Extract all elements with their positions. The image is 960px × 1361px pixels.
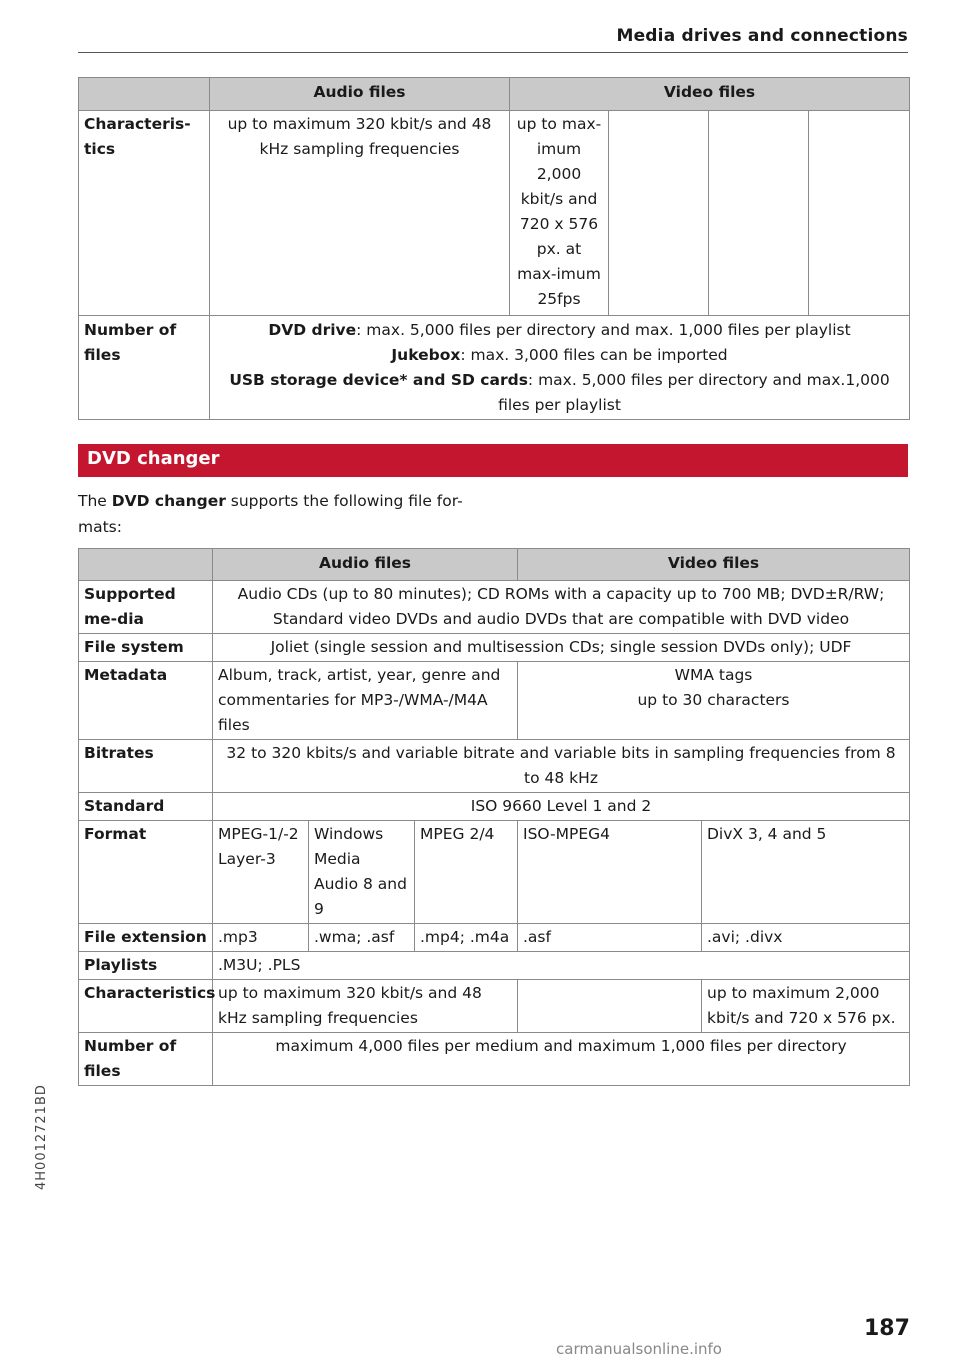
- empty-cell: [709, 111, 809, 316]
- row-label-characteristics: Characteristics: [79, 980, 213, 1033]
- cell-bitrates: 32 to 320 kbits/s and variable bitrate and variable bits in sampling frequencies from 8 to 48 kHz: [213, 740, 910, 793]
- cell-char-video: up to max-imum 2,000 kbit/s and 720 x 576 px. at max-imum 25fps: [510, 111, 609, 316]
- usb-text: : max. 5,000 files per directory and max.1,000 files per playlist: [498, 371, 890, 414]
- row-label-number-of-files: Number of files: [79, 1033, 213, 1086]
- jukebox-line: [215, 343, 904, 368]
- row-label-format: Format: [79, 821, 213, 924]
- cell-ext-divx: .avi; .divx: [702, 924, 910, 952]
- cell-format-divx: DivX 3, 4 and 5: [702, 821, 910, 924]
- intro-paragraph: [78, 488, 488, 540]
- table-row: [79, 662, 910, 740]
- cell-number-of-files: maximum 4,000 files per medium and maximum 1,000 files per directory: [213, 1033, 910, 1086]
- header-video: Video files: [510, 78, 910, 111]
- cell-char-video: up to maximum 2,000 kbit/s and 720 x 576 px.: [702, 980, 910, 1033]
- jukebox-label: Jukebox: [391, 346, 461, 364]
- table-row: [79, 581, 910, 634]
- cell-format-mpeg24: MPEG 2/4: [415, 821, 518, 924]
- table-row: [79, 1033, 910, 1086]
- table-row: [79, 821, 910, 924]
- header-video: Video files: [518, 549, 910, 581]
- header-audio: Audio files: [213, 549, 518, 581]
- row-label-supported-media: Supported me-dia: [79, 581, 213, 634]
- cell-format-mp3: MPEG-1/-2 Layer-3: [213, 821, 309, 924]
- watermark: carmanualsonline.info: [556, 1340, 722, 1358]
- cell-ext-mp4: .mp4; .m4a: [415, 924, 518, 952]
- cell-metadata-audio: Album, track, artist, year, genre and commentaries for MP3-/WMA-/M4A files: [213, 662, 518, 740]
- document-code: 4H0012721BD: [34, 1084, 49, 1190]
- intro-bold: DVD changer: [111, 492, 226, 510]
- cell-standard: ISO 9660 Level 1 and 2: [213, 793, 910, 821]
- cell-char-audio: up to maximum 320 kbit/s and 48 kHz sampling frequencies: [213, 980, 518, 1033]
- file-formats-table: [78, 77, 910, 420]
- header-title: Media drives and connections: [616, 26, 908, 46]
- metadata-video-line-1: WMA tags: [674, 666, 753, 684]
- row-label-characteristics: Characteris-tics: [79, 111, 210, 316]
- jukebox-text: : max. 3,000 files can be imported: [460, 346, 728, 364]
- header-blank-cell: [79, 78, 210, 111]
- cell-number-of-files: [210, 316, 910, 420]
- row-label-number-of-files: Number of files: [79, 316, 210, 420]
- empty-cell: [809, 111, 910, 316]
- header-blank-cell: [79, 549, 213, 581]
- cell-playlists: .M3U; .PLS: [213, 952, 910, 980]
- usb-label: USB storage device* and SD cards: [229, 371, 528, 389]
- cell-format-iso-mpeg4: ISO-MPEG4: [518, 821, 702, 924]
- page-header: [78, 24, 908, 53]
- row-label-playlists: Playlists: [79, 952, 213, 980]
- media-line-1: Audio CDs (up to 80 minutes); CD ROMs with a capacity up to 700 MB; DVD±R/RW;: [237, 585, 885, 603]
- table-row: [79, 980, 910, 1033]
- empty-cell: [609, 111, 709, 316]
- row-label-metadata: Metadata: [79, 662, 213, 740]
- table-row: [79, 316, 910, 420]
- row-label-standard: Standard: [79, 793, 213, 821]
- cell-ext-asf: .asf: [518, 924, 702, 952]
- header-audio: Audio files: [210, 78, 510, 111]
- page-number: 187: [864, 1316, 910, 1341]
- usb-line: [215, 368, 904, 418]
- dvd-drive-line: [215, 318, 904, 343]
- dvd-changer-table: [78, 548, 910, 1086]
- section-banner: [78, 444, 908, 477]
- cell-format-wma: Windows Media Audio 8 and 9: [309, 821, 415, 924]
- section-title: DVD changer: [87, 448, 220, 469]
- dvd-drive-text: : max. 5,000 files per directory and max. 1,000 files per playlist: [356, 321, 851, 339]
- table-row: [79, 924, 910, 952]
- row-label-bitrates: Bitrates: [79, 740, 213, 793]
- table-header-row: [79, 549, 910, 581]
- media-line-2: Standard video DVDs and audio DVDs that are compatible with DVD video: [272, 610, 850, 628]
- cell-metadata-video: [518, 662, 910, 740]
- table-row: [79, 111, 910, 316]
- intro-pre: The: [78, 492, 112, 510]
- empty-cell: [518, 980, 702, 1033]
- dvd-drive-label: DVD drive: [268, 321, 357, 339]
- row-label-file-extension: File extension: [79, 924, 213, 952]
- table-header-row: [79, 78, 910, 111]
- cell-ext-wma: .wma; .asf: [309, 924, 415, 952]
- metadata-video-line-2: up to 30 characters: [637, 691, 790, 709]
- cell-ext-mp3: .mp3: [213, 924, 309, 952]
- table-row: [79, 952, 910, 980]
- cell-supported-media: [213, 581, 910, 634]
- cell-char-audio: up to maximum 320 kbit/s and 48 kHz sampling frequencies: [210, 111, 510, 316]
- row-label-file-system: File system: [79, 634, 213, 662]
- table-row: [79, 634, 910, 662]
- table-row: [79, 740, 910, 793]
- intro-post: supports the following file for-mats:: [78, 492, 463, 536]
- cell-file-system: Joliet (single session and multisession CDs; single session DVDs only); UDF: [213, 634, 910, 662]
- table-row: [79, 793, 910, 821]
